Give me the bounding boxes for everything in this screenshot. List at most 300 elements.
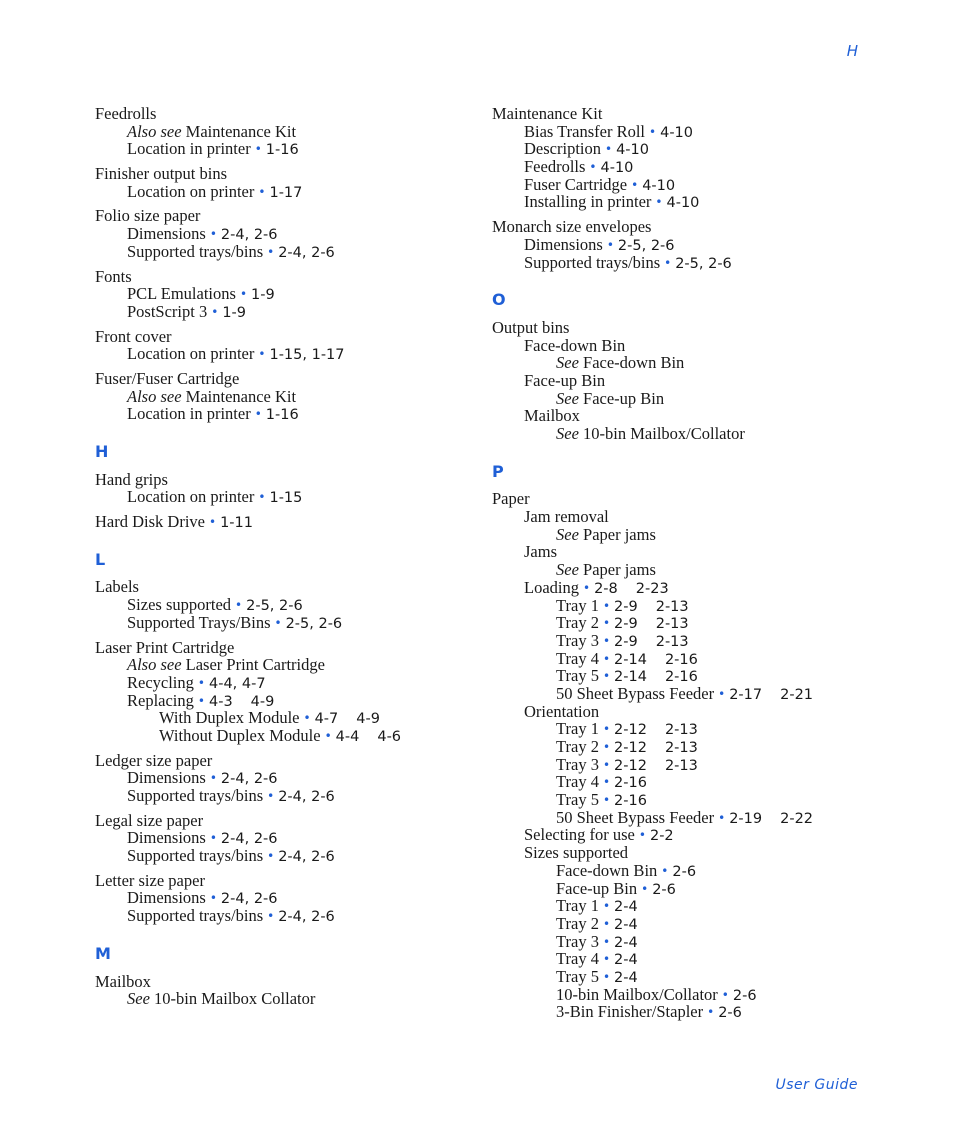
index-entry xyxy=(492,218,872,271)
subentry-text: Dimensions xyxy=(524,234,603,254)
bullet-icon: • xyxy=(602,669,611,684)
index-column-left xyxy=(95,105,475,1015)
page-ref: 2-22 xyxy=(780,810,814,827)
subentry-text: 10-bin Mailbox/Collator xyxy=(556,984,718,1004)
footer-title: User Guide xyxy=(775,1077,858,1093)
subentry xyxy=(95,596,475,614)
subentry-text: Location on printer xyxy=(127,344,255,364)
sub-subentry xyxy=(492,756,872,774)
entry-term-line xyxy=(95,165,475,183)
subentry-text: Dimensions xyxy=(127,888,206,908)
bullet-icon: • xyxy=(267,909,275,924)
bullet-icon: • xyxy=(254,142,262,157)
subentry-text: With Duplex Module xyxy=(159,708,300,728)
bullet-icon: • xyxy=(641,881,649,896)
bullet-icon: • xyxy=(209,831,217,846)
sub-subentry xyxy=(492,897,872,915)
see-label: Also see xyxy=(127,121,182,141)
section-letter: L xyxy=(95,549,106,569)
subentry-text: Tray 5 xyxy=(556,666,599,686)
bullet-icon: • xyxy=(602,793,611,808)
subentry-text: Bias Transfer Roll xyxy=(524,121,646,141)
bullet-icon: • xyxy=(649,124,657,139)
index-entry xyxy=(95,207,475,260)
sub-subentry xyxy=(492,561,872,579)
subentry xyxy=(492,193,872,211)
index-entry xyxy=(95,639,475,745)
subentry xyxy=(95,692,475,710)
subentry-text: Replacing xyxy=(127,690,194,710)
sub-subentry xyxy=(492,738,872,756)
see-label: Also see xyxy=(127,386,182,406)
page-ref: 2-4, 2-6 xyxy=(220,831,278,848)
page-ref: 2-4, 2-6 xyxy=(220,227,278,244)
sub-subentry xyxy=(492,950,872,968)
bullet-icon: • xyxy=(274,615,282,630)
page-ref: 2-4 xyxy=(614,916,638,933)
page-ref: 2-16 xyxy=(614,775,647,792)
index-entry xyxy=(95,973,475,1008)
bullet-icon: • xyxy=(602,633,611,648)
subentry-text: Loading xyxy=(524,577,579,597)
subentry xyxy=(95,990,475,1008)
subentry-text: Tray 5 xyxy=(556,966,599,986)
index-entry xyxy=(492,490,872,1021)
subentry xyxy=(492,236,872,254)
entry-term: Labels xyxy=(95,577,139,597)
page-ref: 2-14 xyxy=(614,669,647,686)
bullet-icon: • xyxy=(208,515,217,530)
page-ref: 2-17 xyxy=(729,686,763,703)
bullet-icon: • xyxy=(602,598,611,613)
sub-subentry xyxy=(492,809,872,827)
sub-subentry xyxy=(492,632,872,650)
bullet-icon: • xyxy=(721,987,729,1002)
page-ref: 2-6 xyxy=(718,1005,742,1022)
page-ref: 2-12 xyxy=(614,757,647,774)
see-label: Also see xyxy=(127,655,182,675)
subentry-text: Face-down Bin xyxy=(556,860,658,880)
entry-term: Fuser/Fuser Cartridge xyxy=(95,368,240,388)
subentry-text: Fuser Cartridge xyxy=(524,174,628,194)
subentry-text: Jam removal xyxy=(524,507,609,527)
page-ref: 4-10 xyxy=(666,195,700,212)
subentry-text: Supported Trays/Bins xyxy=(127,612,271,632)
bullet-icon: • xyxy=(209,891,217,906)
subentry-text: Dimensions xyxy=(127,828,206,848)
subentry-text: Jams xyxy=(524,542,557,562)
bullet-icon: • xyxy=(583,580,591,595)
subentry xyxy=(95,388,475,406)
page-ref: 4-10 xyxy=(660,124,694,141)
bullet-icon: • xyxy=(602,952,611,967)
page-ref: 1-16 xyxy=(265,142,299,159)
entry-term-line xyxy=(492,105,872,123)
subentry xyxy=(492,826,872,844)
bullet-icon: • xyxy=(239,287,248,302)
subentry-text: Tray 2 xyxy=(556,613,599,633)
subentry xyxy=(95,183,475,201)
entry-term: Paper xyxy=(492,489,530,509)
bullet-icon: • xyxy=(604,142,613,157)
subentry-text: Tray 1 xyxy=(556,896,599,916)
index-entry xyxy=(95,268,475,321)
bullet-icon: • xyxy=(267,789,275,803)
entry-term: Letter size paper xyxy=(95,870,205,890)
page-ref: 2-4, 2-6 xyxy=(278,909,335,926)
page-ref: 2-9 xyxy=(614,598,638,615)
page-ref: 2-16 xyxy=(664,669,698,686)
page-ref: 4-10 xyxy=(600,160,634,177)
subentry xyxy=(95,674,475,692)
sub-subentry xyxy=(492,667,872,685)
page-ref: 2-2 xyxy=(649,828,674,845)
subentry-text: Location on printer xyxy=(127,487,255,507)
page-ref: 2-9 xyxy=(614,616,638,633)
page-ref: 1-9 xyxy=(251,287,275,304)
subentry xyxy=(95,656,475,674)
entry-term: Feedrolls xyxy=(95,104,157,123)
entry-term-line xyxy=(95,105,475,123)
page-ref: 1-17 xyxy=(269,184,303,201)
subentry-text: Tray 4 xyxy=(556,648,599,668)
subentry-text: Recycling xyxy=(127,672,194,692)
page-ref: 2-6 xyxy=(672,863,697,880)
sub-subentry xyxy=(95,709,475,727)
entry-term: Front cover xyxy=(95,326,172,346)
page-ref: 2-13 xyxy=(655,633,689,650)
entry-term-line xyxy=(95,268,475,286)
subentry xyxy=(492,337,872,355)
subentry-text: Mailbox xyxy=(524,406,580,426)
subentry xyxy=(95,285,475,303)
section-letter: O xyxy=(492,290,506,310)
page-ref: 4-9 xyxy=(356,711,380,728)
bullet-icon: • xyxy=(655,195,663,210)
subentry-text: Supported trays/bins xyxy=(127,241,264,261)
section-letter: M xyxy=(95,943,111,963)
bullet-icon: • xyxy=(638,828,646,843)
page-ref: 4-4 xyxy=(335,728,360,745)
bullet-icon: • xyxy=(267,244,275,259)
index-column-right xyxy=(492,105,872,1028)
page-ref: 2-16 xyxy=(614,793,647,810)
see-label: See xyxy=(556,424,579,443)
entry-term: Fonts xyxy=(95,266,132,286)
subentry-text: Description xyxy=(524,139,601,159)
page-ref: 1-16 xyxy=(265,407,299,424)
bullet-icon: • xyxy=(602,651,611,666)
cross-reference-target: 10-bin Mailbox/Collator xyxy=(583,424,745,443)
entry-term-line xyxy=(95,973,475,991)
bullet-icon: • xyxy=(258,184,266,199)
bullet-icon: • xyxy=(606,237,614,252)
entry-term: Laser Print Cartridge xyxy=(95,637,235,657)
subentry-text: Tray 3 xyxy=(556,630,599,650)
subentry-text: Dimensions xyxy=(127,768,206,788)
bullet-icon: • xyxy=(602,916,611,931)
subentry-text: Tray 3 xyxy=(556,931,599,951)
page-ref: 2-5, 2-6 xyxy=(675,255,732,272)
page-ref: 4-10 xyxy=(642,177,676,194)
page-ref: 2-12 xyxy=(614,740,647,756)
subentry xyxy=(492,140,872,158)
sub-subentry xyxy=(492,880,872,898)
page-ref: 2-4, 2-6 xyxy=(278,789,335,805)
entry-term: Hand grips xyxy=(95,469,168,489)
subentry xyxy=(95,123,475,141)
entry-term: Finisher output bins xyxy=(95,164,228,184)
sub-subentry xyxy=(492,862,872,880)
sub-subentry xyxy=(492,915,872,933)
sub-subentry xyxy=(492,650,872,668)
subentry-text: 50 Sheet Bypass Feeder xyxy=(556,807,715,827)
cross-reference-target: Face-up Bin xyxy=(583,388,665,408)
bullet-icon: • xyxy=(602,616,611,631)
index-entry xyxy=(95,328,475,363)
see-label: See xyxy=(556,560,579,580)
subentry-text: Face-down Bin xyxy=(524,335,626,355)
page-ref: 2-4 xyxy=(614,952,638,969)
index-entry xyxy=(95,471,475,506)
bullet-icon: • xyxy=(602,740,611,754)
bullet-icon: • xyxy=(235,598,243,613)
entry-term: Maintenance Kit xyxy=(492,104,603,123)
sub-subentry xyxy=(492,986,872,1004)
entry-term-line xyxy=(95,207,475,225)
subentry xyxy=(492,579,872,597)
subentry-text: Tray 4 xyxy=(556,949,599,969)
entry-term: Legal size paper xyxy=(95,810,204,830)
subentry-text: Feedrolls xyxy=(524,157,586,177)
bullet-icon: • xyxy=(324,728,332,743)
page-ref: 2-21 xyxy=(780,686,814,703)
entry-term: Output bins xyxy=(492,317,570,337)
bullet-icon: • xyxy=(197,675,205,690)
subentry-text: Without Duplex Module xyxy=(159,725,321,745)
subentry-text: Supported trays/bins xyxy=(524,252,661,272)
bullet-icon: • xyxy=(602,722,611,737)
entry-term-line xyxy=(95,370,475,388)
entry-term-line xyxy=(95,872,475,890)
subentry xyxy=(492,254,872,272)
subentry-text: Tray 5 xyxy=(556,790,599,810)
entry-term-line xyxy=(95,328,475,346)
bullet-icon: • xyxy=(209,227,217,242)
subentry xyxy=(95,907,475,925)
subentry xyxy=(492,508,872,526)
entry-term: Ledger size paper xyxy=(95,750,213,770)
index-entry xyxy=(95,370,475,423)
sub-subentry xyxy=(492,773,872,791)
sub-subentry xyxy=(492,614,872,632)
page-ref: 1-15, 1-17 xyxy=(269,347,345,364)
page-ref: 2-13 xyxy=(655,616,689,633)
page-ref: 2-5, 2-6 xyxy=(246,598,303,615)
subentry xyxy=(492,543,872,561)
subentry xyxy=(95,243,475,261)
subentry xyxy=(492,407,872,425)
index-entry xyxy=(95,812,475,865)
entry-term-line xyxy=(492,319,872,337)
page-ref: 2-5, 2-6 xyxy=(285,615,343,632)
bullet-icon: • xyxy=(303,711,311,726)
subentry-text: Tray 2 xyxy=(556,737,599,756)
page-ref: 2-13 xyxy=(664,722,698,739)
page-ref: 2-6 xyxy=(732,987,757,1004)
page-ref: 2-14 xyxy=(614,651,647,668)
bullet-icon: • xyxy=(602,775,611,790)
bullet-icon: • xyxy=(718,810,726,825)
subentry xyxy=(95,769,475,787)
sub-subentry xyxy=(492,597,872,615)
entry-term-line xyxy=(95,639,475,657)
sub-subentry xyxy=(492,1003,872,1021)
cross-reference-target: Paper jams xyxy=(583,560,656,580)
entry-term-line xyxy=(95,578,475,596)
subentry-text: Selecting for use xyxy=(524,825,635,845)
subentry-text: Face-up Bin xyxy=(524,370,606,390)
page-ref: 2-4, 2-6 xyxy=(278,244,335,261)
index-entry xyxy=(95,872,475,925)
page-ref: 1-15 xyxy=(269,490,303,507)
see-label: See xyxy=(556,388,579,408)
cross-reference-target: Paper jams xyxy=(583,524,656,544)
cross-reference-target: Maintenance Kit xyxy=(185,386,297,406)
bullet-icon: • xyxy=(664,255,672,270)
bullet-icon: • xyxy=(631,177,639,192)
page-ref: 4-10 xyxy=(616,142,649,159)
subentry-text: Face-up Bin xyxy=(556,878,638,898)
subentry-text: Tray 1 xyxy=(556,595,599,615)
subentry-text: Tray 2 xyxy=(556,913,599,933)
sub-subentry xyxy=(492,968,872,986)
subentry-text: Dimensions xyxy=(127,224,206,244)
page-ref: 2-4, 2-6 xyxy=(220,771,278,788)
sub-subentry xyxy=(492,390,872,408)
subentry xyxy=(95,345,475,363)
subentry xyxy=(492,372,872,390)
index-entry xyxy=(95,578,475,631)
cross-reference-target: Face-down Bin xyxy=(583,353,685,373)
entry-term-line xyxy=(492,218,872,236)
sub-subentry xyxy=(492,354,872,372)
subentry xyxy=(95,889,475,907)
subentry xyxy=(492,176,872,194)
sub-subentry xyxy=(95,727,475,745)
subentry-text: 50 Sheet Bypass Feeder xyxy=(556,683,715,703)
bullet-icon: • xyxy=(197,693,205,708)
subentry-text: Tray 4 xyxy=(556,772,599,792)
subentry-text: Supported trays/bins xyxy=(127,786,264,805)
entry-term: Mailbox xyxy=(95,971,151,991)
subentry xyxy=(95,787,475,805)
sub-subentry xyxy=(492,425,872,443)
index-entry xyxy=(95,513,475,531)
page-ref: 2-5, 2-6 xyxy=(617,237,675,254)
index-entry xyxy=(95,752,475,805)
subentry-text: Installing in printer xyxy=(524,192,652,212)
subentry-text: Supported trays/bins xyxy=(127,906,264,926)
see-label: See xyxy=(127,989,150,1009)
page-ref: 2-13 xyxy=(655,598,689,615)
subentry xyxy=(95,488,475,506)
entry-term-line xyxy=(95,812,475,830)
subentry-text: Tray 3 xyxy=(556,754,599,774)
subentry-text: PostScript 3 xyxy=(127,301,208,321)
page-ref: 2-4, 2-6 xyxy=(278,849,335,866)
page-ref: 2-6 xyxy=(652,881,676,898)
subentry-text: 3-Bin Finisher/Stapler xyxy=(556,1002,704,1022)
subentry xyxy=(95,829,475,847)
page-ref: 2-9 xyxy=(614,633,638,650)
subentry xyxy=(95,614,475,632)
index-entry xyxy=(95,105,475,158)
page-ref: 4-3 xyxy=(208,693,233,710)
index-entry xyxy=(492,105,872,211)
subentry-text: Sizes supported xyxy=(127,595,232,615)
see-label: See xyxy=(556,353,579,373)
sub-subentry xyxy=(492,791,872,809)
page-ref: 2-4, 2-6 xyxy=(220,891,278,908)
subentry xyxy=(95,405,475,423)
entry-term-line xyxy=(95,752,475,770)
page-ref: 1-11 xyxy=(220,515,253,532)
page-ref: 2-13 xyxy=(664,740,698,756)
bullet-icon: • xyxy=(209,771,217,786)
subentry-text: PCL Emulations xyxy=(127,284,236,304)
sub-subentry xyxy=(492,720,872,738)
bullet-icon: • xyxy=(707,1005,715,1020)
subentry xyxy=(492,703,872,721)
subentry-text: Sizes supported xyxy=(524,843,629,863)
subentry xyxy=(492,158,872,176)
bullet-icon: • xyxy=(258,347,266,362)
index-entry xyxy=(492,319,872,443)
page-ref: 2-19 xyxy=(729,810,763,827)
cross-reference-target: Maintenance Kit xyxy=(185,121,297,141)
page-ref: 2-16 xyxy=(664,651,698,668)
subentry-text: Location in printer xyxy=(127,404,251,424)
entry-term: Hard Disk Drive xyxy=(95,512,205,532)
sub-subentry xyxy=(492,933,872,951)
page-ref: 2-4 xyxy=(614,969,638,986)
page-ref: 2-12 xyxy=(614,722,647,739)
bullet-icon: • xyxy=(211,304,219,319)
cross-reference-target: Laser Print Cartridge xyxy=(185,655,325,675)
bullet-icon: • xyxy=(602,969,611,984)
page-ref: 2-23 xyxy=(635,580,669,597)
index-entry xyxy=(95,165,475,200)
subentry xyxy=(95,225,475,243)
subentry xyxy=(95,303,475,321)
entry-term: Monarch size envelopes xyxy=(492,217,652,237)
page-ref: 2-8 xyxy=(594,580,618,597)
running-head: H xyxy=(846,42,858,60)
page-ref: 2-4 xyxy=(614,934,638,951)
section-letter: P xyxy=(492,461,504,481)
cross-reference-target: 10-bin Mailbox Collator xyxy=(154,989,316,1009)
page-ref: 4-4, 4-7 xyxy=(208,675,266,692)
bullet-icon: • xyxy=(254,407,262,422)
page-ref: 4-9 xyxy=(250,693,275,710)
bullet-icon: • xyxy=(602,757,611,772)
bullet-icon: • xyxy=(718,686,726,701)
bullet-icon: • xyxy=(258,490,266,505)
sub-subentry xyxy=(492,685,872,703)
bullet-icon: • xyxy=(267,849,275,864)
entry-term-line xyxy=(95,471,475,489)
